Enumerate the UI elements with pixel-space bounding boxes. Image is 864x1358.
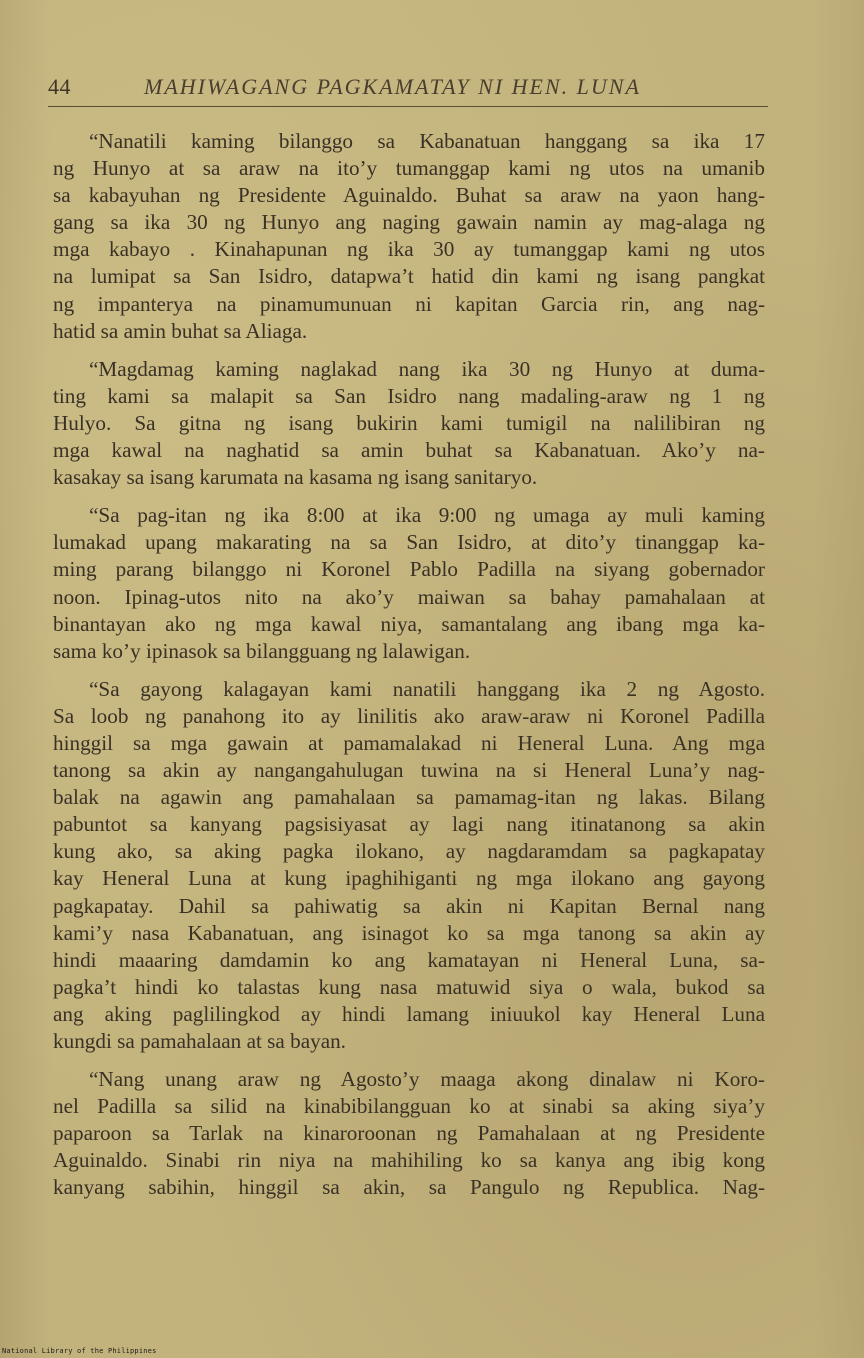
text-line: Aguinaldo. Sinabi rin niya na mahihiling ko sa kanya ang ibig kong [53, 1148, 765, 1173]
text-line: pabuntot sa kanyang pagsisiyasat ay lagi nang itinatanong sa akin [53, 812, 765, 837]
text-line: hatid sa amin buhat sa Aliaga. [53, 318, 308, 343]
text-line: sama ko’y ipinasok sa bilangguang ng lalawigan. [53, 638, 471, 663]
text-line: pagkapatay. Dahil sa pahiwatig sa akin ni Kapitan Bernal nang [53, 893, 765, 918]
paragraph [53, 676, 765, 1055]
text-line: “Nanatili kaming bilanggo sa Kabanatuan hanggang sa ika 17 [89, 129, 765, 153]
library-credit: National Library of the Philippines [2, 1347, 157, 1355]
text-line: “Sa gayong kalagayan kami nanatili hanggang ika 2 ng Agosto. [89, 676, 765, 701]
text-line: ming parang bilanggo ni Koronel Pablo Padilla na siyang gobernador [53, 557, 765, 582]
text-line: hindi maaaring damdamin ko ang kamatayan ni Heneral Luna, sa- [53, 947, 765, 972]
text-line: tanong sa akin ay nangangahulugan tuwina na si Heneral Luna’y nag- [53, 758, 765, 783]
text-line: gang sa ika 30 ng Hunyo ang naging gawain namin ay mag-alaga ng [53, 210, 765, 235]
body-text [53, 128, 765, 1213]
text-line: ng Hunyo at sa araw na ito’y tumanggap kami ng utos na umanib [53, 156, 765, 181]
text-line: noon. Ipinag-utos nito na ako’y maiwan sa bahay pamahalaan at [53, 584, 765, 609]
text-line: ng impanterya na pinamumunuan ni kapitan Garcia rin, ang nag- [53, 291, 765, 316]
paragraph [53, 1066, 765, 1201]
text-line: kanyang sabihin, hinggil sa akin, sa Pangulo ng Republica. Nag- [53, 1175, 765, 1200]
text-line: sa kabayuhan ng Presidente Aguinaldo. Buhat sa araw na yaon hang- [53, 183, 765, 208]
text-line: Sa loob ng panahong ito ay linilitis ako araw-araw ni Koronel Padilla [53, 703, 765, 728]
page-number: 44 [48, 74, 71, 99]
text-line: pagka’t hindi ko talastas kung nasa matuwid siya o wala, bukod sa [53, 974, 765, 999]
text-line: kungdi sa pamahalaan at sa bayan. [53, 1029, 346, 1053]
text-line: ang aking paglilingkod ay hindi lamang iniuukol kay Heneral Luna [53, 1001, 765, 1026]
text-line: lumakad upang makarating na sa San Isidro, at dito’y tinanggap ka- [53, 530, 765, 555]
running-head: MAHIWAGANG PAGKAMATAY NI HEN. LUNA [144, 74, 641, 99]
text-line: “Sa pag-itan ng ika 8:00 at ika 9:00 ng umaga ay muli kaming [89, 503, 765, 528]
page-header [48, 70, 768, 107]
paragraph [53, 356, 765, 491]
text-line: mga kabayo . Kinahapunan ng ika 30 ay tumanggap kami ng utos [53, 237, 765, 262]
text-line: kung ako, sa aking pagka ilokano, ay nagdaramdam sa pagkapatay [53, 839, 765, 864]
text-line: kasakay sa isang karumata na kasama ng isang sanitaryo. [53, 465, 538, 490]
paragraph [53, 502, 765, 665]
text-line: na lumipat sa San Isidro, datapwa’t hatid din kami ng isang pangkat [53, 264, 765, 289]
text-line: paparoon sa Tarlak na kinaroroonan ng Pamahalaan at ng Presidente [53, 1121, 765, 1146]
text-line: balak na agawin ang pamahalaan sa pamamag-itan ng lakas. Bilang [53, 785, 765, 810]
text-line: hinggil sa mga gawain at pamamalakad ni Heneral Luna. Ang mga [53, 730, 765, 755]
text-line: kami’y nasa Kabanatuan, ang isinagot ko sa mga tanong sa akin ay [53, 920, 765, 945]
text-line: ting kami sa malapit sa San Isidro nang madaling-araw ng 1 ng [53, 383, 765, 408]
paragraph [53, 128, 765, 345]
text-line: binantayan ako ng mga kawal niya, samantalang ang ibang mga ka- [53, 611, 765, 636]
text-line: kay Heneral Luna at kung ipaghihiganti ng mga ilokano ang gayong [53, 866, 765, 891]
text-line: Hulyo. Sa gitna ng isang bukirin kami tumigil na nalilibiran ng [53, 410, 765, 435]
text-line: mga kawal na naghatid sa amin buhat sa Kabanatuan. Ako’y na- [53, 438, 765, 463]
text-line: nel Padilla sa silid na kinabibilangguan ko at sinabi sa aking siya’y [53, 1094, 765, 1119]
text-line: “Nang unang araw ng Agosto’y maaga akong dinalaw ni Koro- [89, 1067, 765, 1092]
text-line: “Magdamag kaming naglakad nang ika 30 ng Hunyo at duma- [89, 356, 765, 381]
